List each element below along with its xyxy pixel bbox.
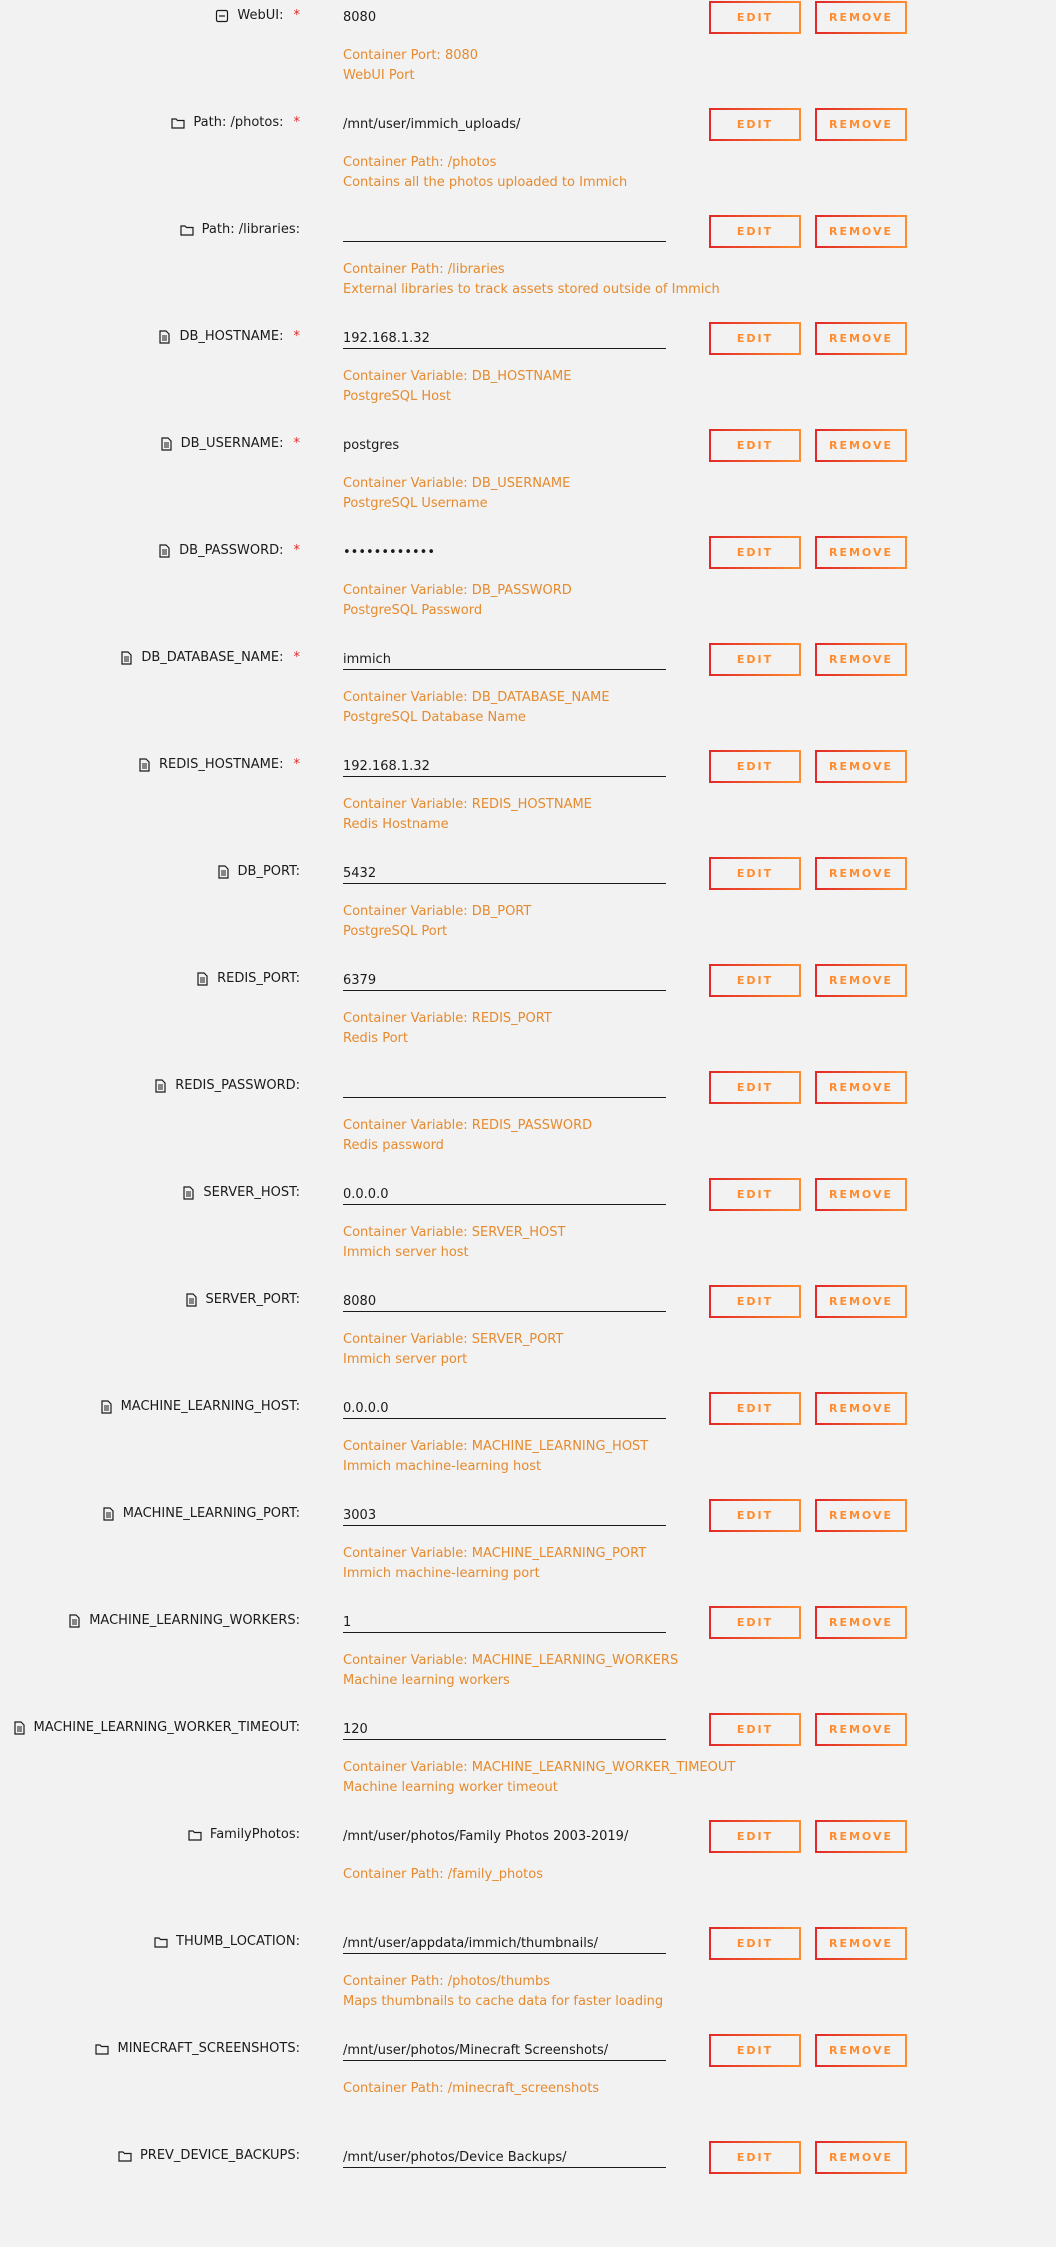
config-label-text: MACHINE_LEARNING_PORT: [122, 1506, 300, 1521]
config-description [343, 1972, 663, 2011]
config-row [0, 963, 1056, 1070]
remove-button[interactable]: REMOVE [815, 750, 907, 783]
remove-button[interactable]: REMOVE [815, 1713, 907, 1746]
description-text: Machine learning workers [343, 1672, 510, 1688]
config-label [159, 436, 300, 451]
config-label [157, 543, 300, 558]
edit-button[interactable]: EDIT [709, 750, 801, 783]
container-target-text: Container Variable: REDIS_PASSWORD [343, 1118, 593, 1133]
config-description [343, 1437, 648, 1476]
config-value-input[interactable]: /mnt/user/immich_uploads/ [343, 117, 521, 132]
description-text: PostgreSQL Username [343, 495, 488, 511]
config-label-text: SERVER_PORT: [205, 1292, 300, 1307]
file-icon-svg [137, 758, 151, 772]
file-icon-svg [153, 1079, 167, 1093]
config-description [343, 260, 720, 299]
config-value-input[interactable]: 120 [343, 1712, 666, 1740]
config-label-text: MINECRAFT_SCREENSHOTS: [117, 2041, 300, 2056]
config-label-text: DB_USERNAME: [180, 436, 284, 451]
remove-button[interactable]: REMOVE [815, 1927, 907, 1960]
config-value-input[interactable] [343, 214, 666, 242]
file-icon [119, 651, 133, 665]
config-value-input[interactable]: •••••••••••• [343, 545, 436, 560]
config-value-input[interactable]: 0.0.0.0 [343, 1177, 666, 1205]
required-marker: * [293, 757, 300, 772]
config-value-input[interactable] [343, 1070, 666, 1098]
container-target-text: Container Variable: REDIS_HOSTNAME [343, 797, 592, 812]
config-label-text: REDIS_PASSWORD: [175, 1078, 300, 1093]
config-label-text: WebUI: [237, 8, 284, 23]
container-target-text: Container Variable: MACHINE_LEARNING_PORT [343, 1546, 647, 1561]
edit-button[interactable]: EDIT [709, 1178, 801, 1211]
edit-button[interactable]: EDIT [709, 857, 801, 890]
config-row [0, 107, 1056, 214]
container-target-text: Container Variable: MACHINE_LEARNING_HOST [343, 1439, 649, 1454]
config-label [137, 757, 300, 772]
minus-square-icon-svg [215, 9, 229, 23]
config-label-text: PREV_DEVICE_BACKUPS: [139, 2148, 300, 2163]
description-text: PostgreSQL Port [343, 923, 448, 939]
config-row [0, 428, 1056, 535]
config-label-text: REDIS_HOSTNAME: [159, 757, 284, 772]
file-icon-svg [184, 1293, 198, 1307]
config-value-input[interactable]: 1 [343, 1605, 666, 1633]
description-text: PostgreSQL Database Name [343, 709, 526, 725]
file-icon [67, 1614, 81, 1628]
container-target-text: Container Variable: DB_HOSTNAME [343, 369, 572, 384]
config-value-input[interactable]: /mnt/user/appdata/immich/thumbnails/ [343, 1926, 666, 1954]
edit-button[interactable]: EDIT [709, 2141, 801, 2174]
description-text: Maps thumbnails to cache data for faster loading [343, 1993, 664, 2009]
edit-button[interactable]: EDIT [709, 2034, 801, 2067]
config-row [0, 749, 1056, 856]
file-icon [184, 1293, 198, 1307]
config-label [101, 1506, 300, 1521]
folder-icon [180, 223, 194, 237]
config-label-text: DB_PORT: [237, 864, 300, 879]
description-text: Immich machine-learning host [343, 1458, 542, 1474]
container-target-text: Container Path: /minecraft_screenshots [343, 2081, 600, 2096]
description-text: Contains all the photos uploaded to Immich [343, 174, 628, 190]
folder-icon-svg [171, 116, 185, 130]
remove-button[interactable]: REMOVE [815, 429, 907, 462]
file-icon [216, 865, 230, 879]
config-row [0, 321, 1056, 428]
remove-button[interactable]: REMOVE [815, 1392, 907, 1425]
edit-button[interactable]: EDIT [709, 1499, 801, 1532]
config-value-input[interactable]: /mnt/user/photos/Family Photos 2003-2019/ [343, 1829, 629, 1844]
remove-button[interactable]: REMOVE [815, 1499, 907, 1532]
description-text: PostgreSQL Password [343, 602, 483, 618]
config-label [195, 971, 300, 986]
config-label-text: DB_HOSTNAME: [179, 329, 284, 344]
file-icon [159, 437, 173, 451]
required-marker: * [293, 329, 300, 344]
folder-icon [95, 2042, 109, 2056]
config-description [343, 1758, 735, 1797]
config-value-input[interactable]: immich [343, 642, 666, 670]
config-value-input[interactable]: postgres [343, 438, 400, 453]
edit-button[interactable]: EDIT [709, 1927, 801, 1960]
file-icon [12, 1721, 26, 1735]
file-icon-svg [101, 1507, 115, 1521]
config-value-input[interactable]: /mnt/user/photos/Minecraft Screenshots/ [343, 2033, 666, 2061]
config-value-input[interactable]: /mnt/user/photos/Device Backups/ [343, 2140, 666, 2168]
config-row [0, 1391, 1056, 1498]
folder-icon [171, 116, 185, 130]
folder-icon-svg [118, 2149, 132, 2163]
config-row [0, 856, 1056, 963]
config-label-text: THUMB_LOCATION: [176, 1934, 300, 1949]
description-text: Redis Hostname [343, 816, 449, 832]
file-icon-svg [216, 865, 230, 879]
file-icon [195, 972, 209, 986]
file-icon-svg [157, 330, 171, 344]
config-label-text: MACHINE_LEARNING_WORKERS: [89, 1613, 300, 1628]
edit-button[interactable]: EDIT [709, 1285, 801, 1318]
file-icon [181, 1186, 195, 1200]
minus-square-icon [215, 9, 229, 23]
config-value-input[interactable]: 0.0.0.0 [343, 1391, 666, 1419]
file-icon [157, 544, 171, 558]
config-label [184, 1292, 300, 1307]
edit-button[interactable]: EDIT [709, 1392, 801, 1425]
remove-button[interactable]: REMOVE [815, 536, 907, 569]
description-text: Machine learning worker timeout [343, 1779, 558, 1795]
config-description [343, 688, 610, 727]
description-text: Immich server host [343, 1244, 469, 1260]
edit-button[interactable]: EDIT [709, 643, 801, 676]
config-label [181, 1185, 300, 1200]
edit-button[interactable]: EDIT [709, 429, 801, 462]
remove-button[interactable]: REMOVE [815, 643, 907, 676]
container-target-text: Container Variable: SERVER_HOST [343, 1225, 566, 1240]
description-text: PostgreSQL Host [343, 388, 451, 404]
config-description [343, 153, 627, 192]
config-description [343, 474, 570, 513]
edit-button[interactable]: EDIT [709, 1606, 801, 1639]
config-label [95, 2041, 300, 2056]
file-icon [157, 330, 171, 344]
config-description [343, 1651, 678, 1690]
config-description [343, 1223, 565, 1262]
edit-button[interactable]: EDIT [709, 1, 801, 34]
config-description [343, 1865, 543, 1885]
config-row [0, 1498, 1056, 1605]
remove-button[interactable]: REMOVE [815, 215, 907, 248]
description-text: Redis Port [343, 1030, 408, 1046]
container-target-text: Container Variable: MACHINE_LEARNING_WORKER_TIMEOUT [343, 1760, 736, 1775]
config-label [180, 222, 300, 237]
config-description [343, 46, 478, 85]
container-target-text: Container Variable: DB_DATABASE_NAME [343, 690, 610, 705]
config-description [343, 1330, 563, 1369]
config-row [0, 642, 1056, 749]
description-text: External libraries to track assets stored outside of Immich [343, 281, 720, 297]
config-value-input[interactable]: 192.168.1.32 [343, 321, 666, 349]
file-icon-svg [67, 1614, 81, 1628]
edit-button[interactable]: EDIT [709, 108, 801, 141]
remove-button[interactable]: REMOVE [815, 1071, 907, 1104]
config-description [343, 1544, 646, 1583]
folder-icon [118, 2149, 132, 2163]
edit-button[interactable]: EDIT [709, 322, 801, 355]
config-row [0, 1712, 1056, 1819]
container-target-text: Container Path: /photos [343, 155, 497, 170]
config-label [119, 650, 300, 665]
container-target-text: Container Path: /photos/thumbs [343, 1974, 551, 1989]
required-marker: * [293, 8, 300, 23]
folder-icon-svg [95, 2042, 109, 2056]
file-icon-svg [119, 651, 133, 665]
description-text: Immich machine-learning port [343, 1565, 540, 1581]
edit-button[interactable]: EDIT [709, 536, 801, 569]
config-label [67, 1613, 300, 1628]
description-text: Immich server port [343, 1351, 468, 1367]
remove-button[interactable]: REMOVE [815, 108, 907, 141]
folder-icon [188, 1828, 202, 1842]
config-label [216, 864, 300, 879]
config-description [343, 367, 571, 406]
config-row [0, 1177, 1056, 1284]
config-label [118, 2148, 300, 2163]
file-icon [137, 758, 151, 772]
remove-button[interactable]: REMOVE [815, 964, 907, 997]
file-icon-svg [195, 972, 209, 986]
file-icon [99, 1400, 113, 1414]
config-value-input[interactable]: 3003 [343, 1498, 666, 1526]
file-icon-svg [157, 544, 171, 558]
edit-button[interactable]: EDIT [709, 1820, 801, 1853]
description-text: WebUI Port [343, 67, 415, 83]
edit-button[interactable]: EDIT [709, 1071, 801, 1104]
remove-button[interactable]: REMOVE [815, 322, 907, 355]
remove-button[interactable]: REMOVE [815, 857, 907, 890]
container-target-text: Container Path: /family_photos [343, 1867, 544, 1882]
config-description [343, 581, 572, 620]
file-icon [101, 1507, 115, 1521]
folder-icon [154, 1935, 168, 1949]
config-label [154, 1934, 300, 1949]
config-description [343, 795, 592, 834]
container-target-text: Container Variable: DB_PASSWORD [343, 583, 572, 598]
config-description [343, 1009, 552, 1048]
config-label-text: DB_PASSWORD: [179, 543, 284, 558]
remove-button[interactable]: REMOVE [815, 1178, 907, 1211]
config-label-text: MACHINE_LEARNING_HOST: [120, 1399, 300, 1414]
config-row [0, 2033, 1056, 2140]
folder-icon-svg [180, 223, 194, 237]
config-label [153, 1078, 300, 1093]
config-label-text: MACHINE_LEARNING_WORKER_TIMEOUT: [33, 1720, 300, 1735]
file-icon-svg [181, 1186, 195, 1200]
remove-button[interactable]: REMOVE [815, 2034, 907, 2067]
config-value-input[interactable]: 8080 [343, 10, 377, 25]
container-target-text: Container Port: 8080 [343, 48, 479, 63]
config-label-text: Path: /photos: [193, 115, 284, 130]
config-label [157, 329, 300, 344]
folder-icon-svg [188, 1828, 202, 1842]
config-row [0, 214, 1056, 321]
config-label [215, 8, 300, 23]
config-description [343, 1116, 592, 1155]
config-row [0, 1819, 1056, 1926]
config-row [0, 535, 1056, 642]
config-value-input[interactable]: 192.168.1.32 [343, 749, 666, 777]
container-target-text: Container Variable: REDIS_PORT [343, 1011, 552, 1026]
config-row [0, 1070, 1056, 1177]
remove-button[interactable]: REMOVE [815, 1285, 907, 1318]
config-label [188, 1827, 300, 1842]
config-row [0, 0, 1056, 107]
config-row [0, 1284, 1056, 1391]
remove-button[interactable]: REMOVE [815, 1, 907, 34]
container-target-text: Container Variable: MACHINE_LEARNING_WORKERS [343, 1653, 679, 1668]
config-value-input[interactable]: 8080 [343, 1284, 666, 1312]
config-description [343, 902, 531, 941]
config-label-text: FamilyPhotos: [209, 1827, 300, 1842]
edit-button[interactable]: EDIT [709, 1713, 801, 1746]
config-row [0, 2140, 1056, 2247]
config-label-text: SERVER_HOST: [203, 1185, 300, 1200]
container-target-text: Container Path: /libraries [343, 262, 505, 277]
required-marker: * [293, 650, 300, 665]
config-value-input[interactable]: 6379 [343, 963, 666, 991]
config-label [171, 115, 300, 130]
config-label [12, 1720, 300, 1735]
folder-icon-svg [154, 1935, 168, 1949]
file-icon-svg [159, 437, 173, 451]
config-label [99, 1399, 300, 1414]
config-row [0, 1926, 1056, 2033]
remove-button[interactable]: REMOVE [815, 1606, 907, 1639]
config-description [343, 2079, 599, 2099]
description-text: Redis password [343, 1137, 444, 1153]
container-target-text: Container Variable: DB_PORT [343, 904, 532, 919]
edit-button[interactable]: EDIT [709, 964, 801, 997]
remove-button[interactable]: REMOVE [815, 2141, 907, 2174]
config-label-text: REDIS_PORT: [217, 971, 300, 986]
required-marker: * [293, 115, 300, 130]
config-value-input[interactable]: 5432 [343, 856, 666, 884]
edit-button[interactable]: EDIT [709, 215, 801, 248]
file-icon [153, 1079, 167, 1093]
container-target-text: Container Variable: DB_USERNAME [343, 476, 571, 491]
container-target-text: Container Variable: SERVER_PORT [343, 1332, 564, 1347]
remove-button[interactable]: REMOVE [815, 1820, 907, 1853]
config-label-text: DB_DATABASE_NAME: [141, 650, 284, 665]
required-marker: * [293, 436, 300, 451]
file-icon-svg [12, 1721, 26, 1735]
required-marker: * [293, 543, 300, 558]
config-label-text: Path: /libraries: [201, 222, 300, 237]
file-icon-svg [99, 1400, 113, 1414]
config-row [0, 1605, 1056, 1712]
